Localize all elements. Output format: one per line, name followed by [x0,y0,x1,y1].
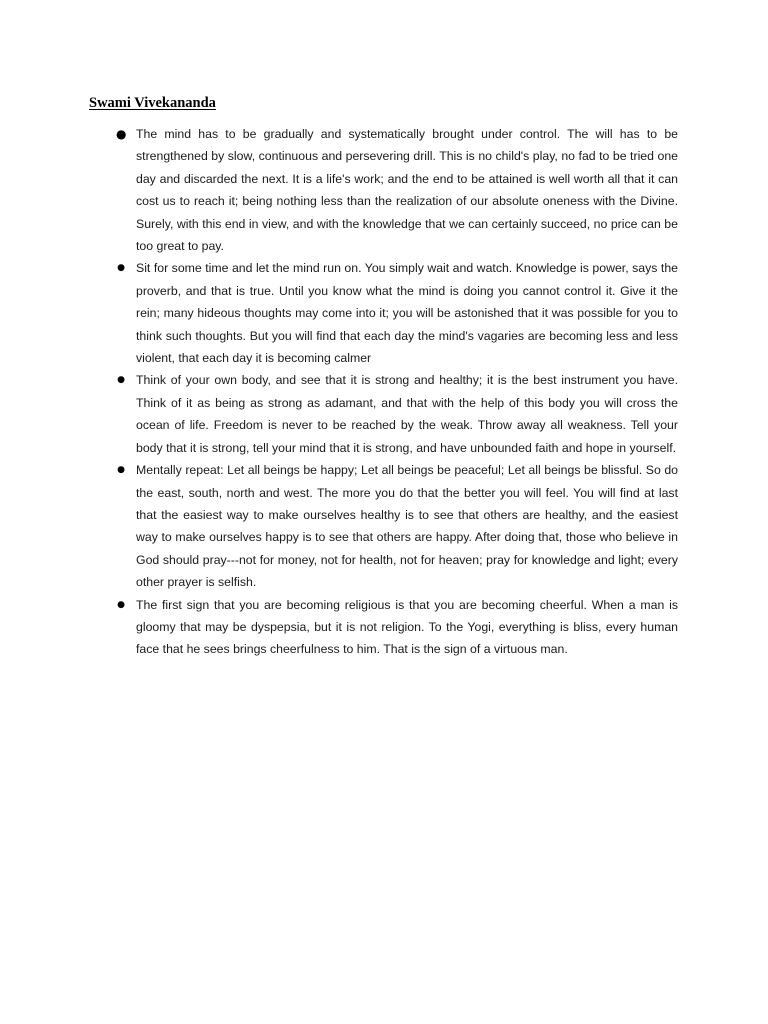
list-item [117,594,678,661]
paragraph-text: Sit for some time and let the mind run on. You simply wait and watch. Knowledge is power, says the proverb, and that is true. Until you know what the mind is doing you cannot control it. Give it the rein; many hideous thoughts may come into it; you will be astonished that it was possible for you to think such thoughts. But you will find that each day the mind's vagaries are becoming less and less violent, that each day it is becoming calmer [136,261,678,366]
paragraph-text: Think of your own body, and see that it is strong and healthy; it is the best instrument you have. Think of it as being as strong as adamant, and that with the help of this body you will cross the ocean of life. Freedom is never to be reached by the weak. Throw away all weakness. Tell your body that it is strong, tell your mind that it is strong, and have unbounded faith and hope in yourself. [136,373,678,455]
list-item [117,369,678,459]
list-item [116,123,678,257]
paragraph-text: The first sign that you are becoming religious is that you are becoming cheerful. When a man is gloomy that may be dyspepsia, but it is not religion. To the Yogi, everything is bliss, every human face that he sees brings cheerfulness to him. That is the sign of a virtuous man. [136,597,678,657]
paragraph-text: Mentally repeat: Let all beings be happy; Let all beings be peaceful; Let all beings be blissful. So do the east, south, north and west. The more you do that the better you will feel. You will find at last that the easiest way to make ourselves healthy is to see that others are healthy, and the easiest way to make ourselves happy is to see that others are happy. After doing that, those who believe in God should pray---not for money, not for health, not for heaven; pray for knowledge and light; every other prayer is selfish. [136,463,678,590]
bullet-icon: ● [116,127,127,141]
bullet-icon: ● [117,599,125,610]
quote-list [0,123,768,661]
bullet-icon: ● [117,263,125,274]
document-title: Swami Vivekananda [89,95,216,111]
list-item [117,459,678,593]
bullet-icon: ● [117,375,125,386]
list-item [117,257,678,369]
paragraph-text: The mind has to be gradually and systematically brought under control. The will has to be strengthened by slow, continuous and persevering drill. This is no child's play, no fad to be tried one day and discarded the next. It is a life's work; and the end to be attained is well worth all that it can cost us to reach it; being nothing less than the realization of our absolute oneness with the Divine. Surely, with this end in view, and with the knowledge that we can certainly succeed, no price can be too great to pay. [136,127,678,254]
bullet-icon: ● [117,465,125,476]
